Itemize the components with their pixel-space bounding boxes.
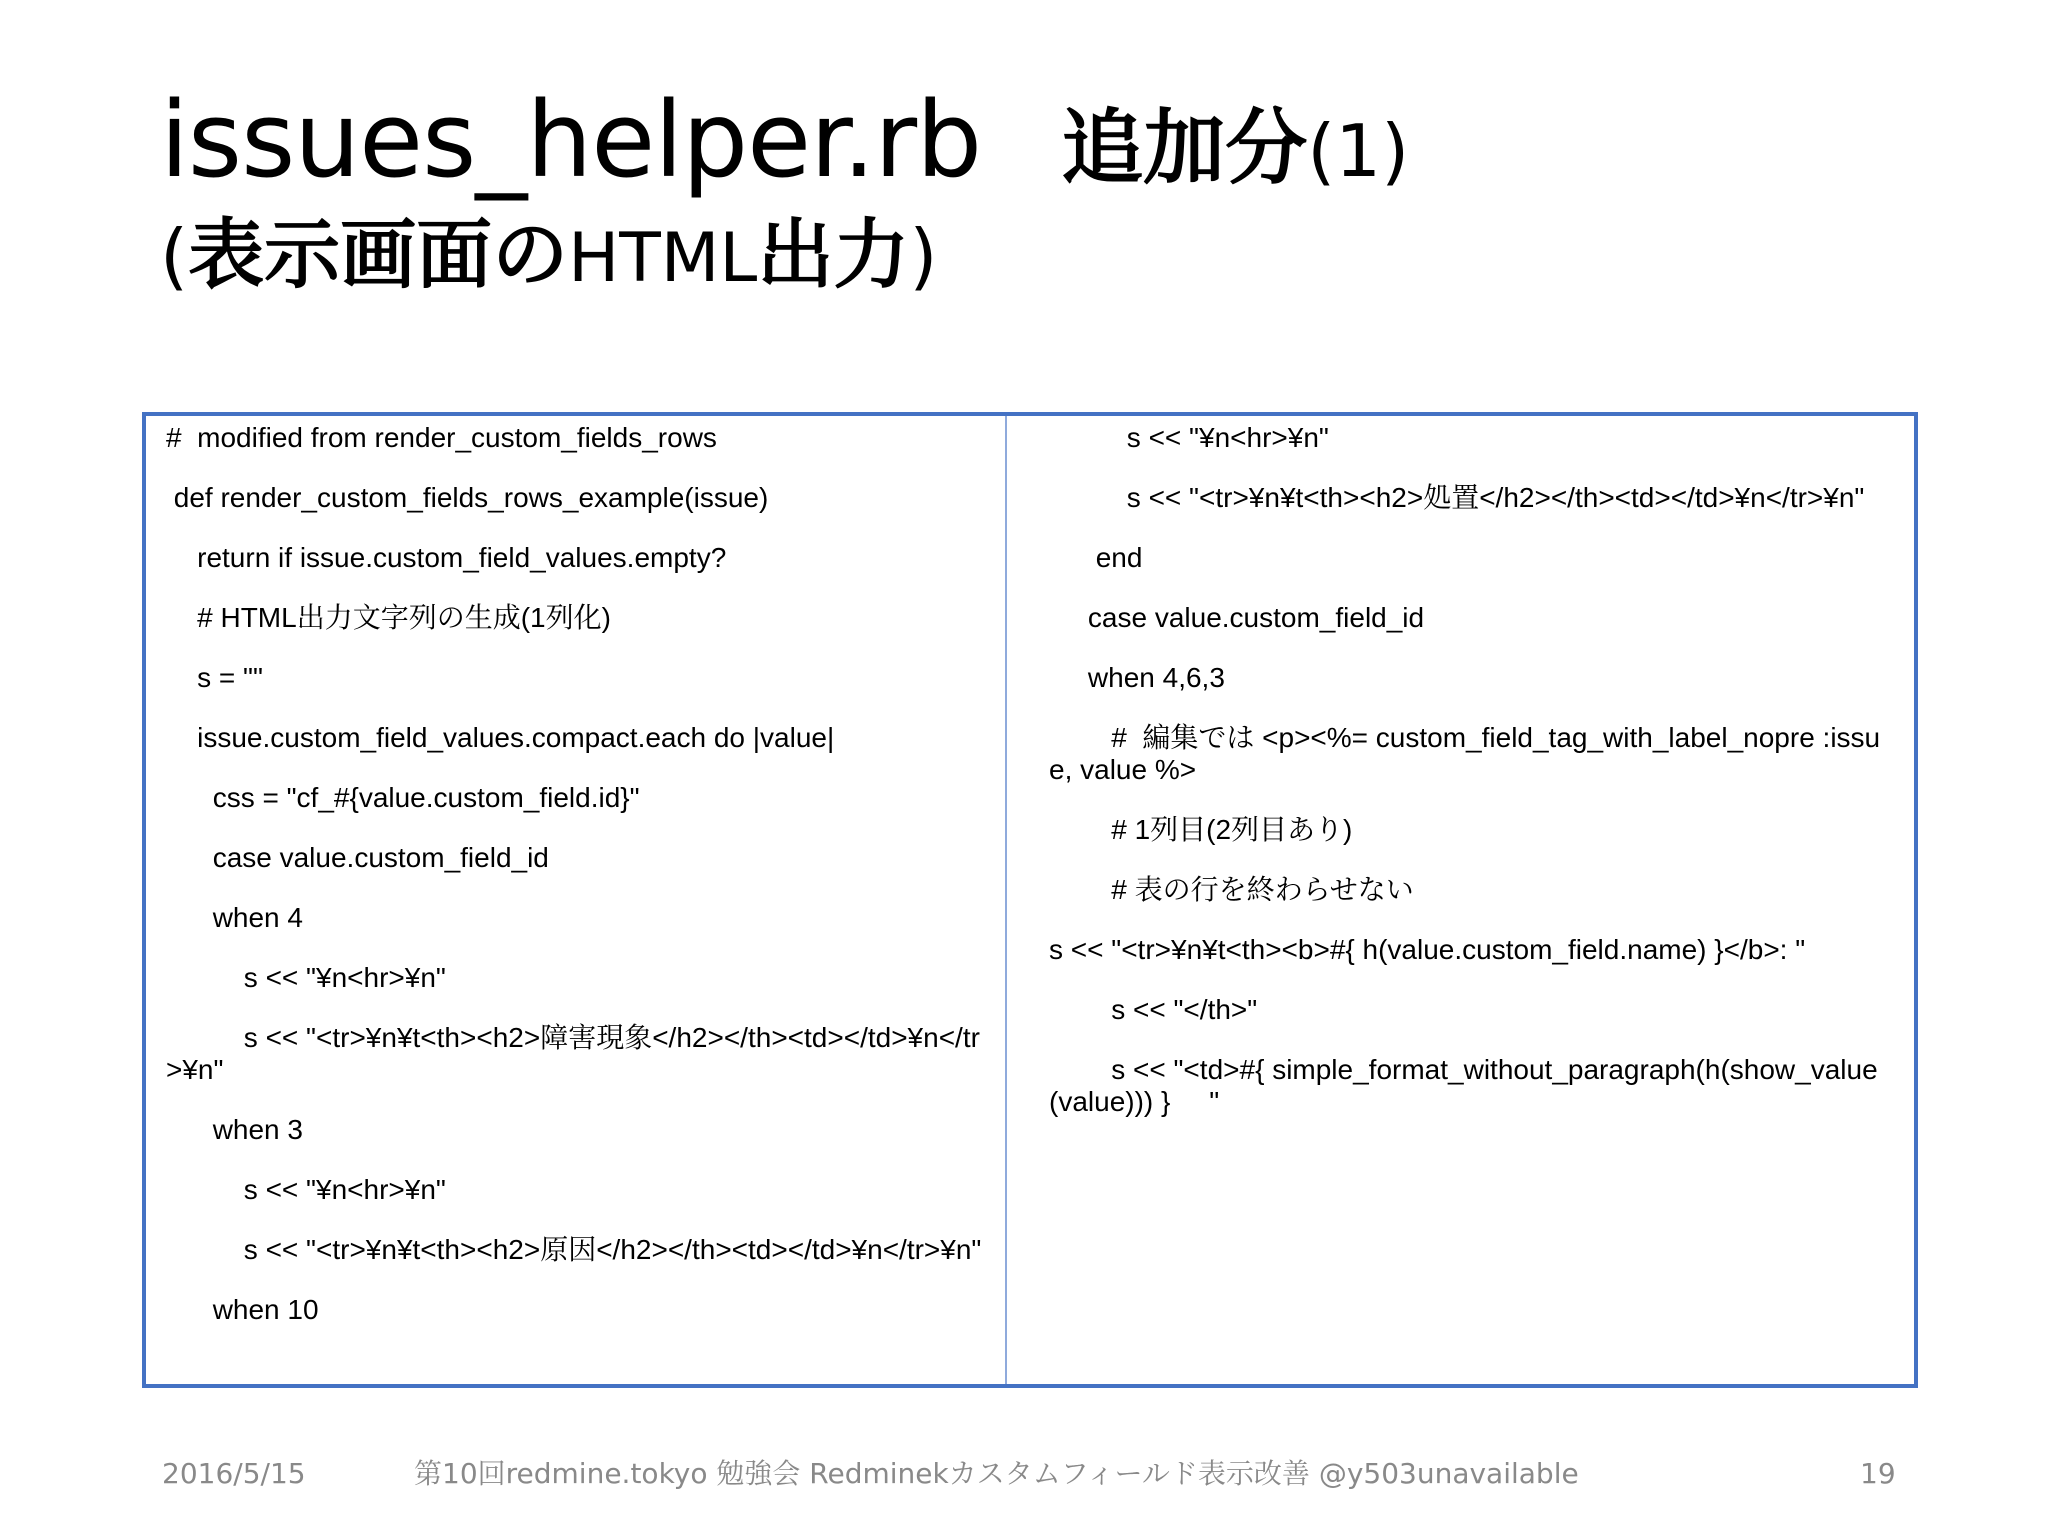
title-display-screen: 表示画面の bbox=[188, 210, 569, 299]
code-line: when 10 bbox=[166, 1294, 319, 1325]
code-line: issue.custom_field_values.compact.each do |value| bbox=[166, 722, 835, 753]
slide-title bbox=[160, 80, 1960, 308]
code-line: return if issue.custom_field_values.empty? bbox=[166, 542, 727, 573]
code-line: s = "" bbox=[166, 662, 263, 693]
code-line: when 4 bbox=[166, 902, 303, 933]
code-line: end bbox=[1049, 542, 1143, 573]
code-line: # 1列目(2列目あり) bbox=[1049, 814, 1353, 845]
code-column-right bbox=[1007, 416, 1914, 1384]
code-line: when 4,6,3 bbox=[1049, 662, 1225, 693]
code-line: s << "<tr>¥n¥t<th><h2>処置</h2></th><td></td>¥n</tr>¥n" bbox=[1049, 482, 1865, 513]
code-line: s << "</th>" bbox=[1049, 994, 1258, 1025]
title-html: HTML bbox=[568, 219, 758, 298]
title-close-paren: ) bbox=[909, 214, 938, 298]
code-line: s << "<tr>¥n¥t<th><h2>原因</h2></th><td></td>¥n</tr>¥n" bbox=[166, 1234, 982, 1265]
code-line: s << "¥n<hr>¥n" bbox=[1049, 422, 1329, 453]
title-output: 出力 bbox=[757, 210, 910, 299]
footer-date: 2016/5/15 bbox=[162, 1457, 306, 1490]
slide-number: 19 bbox=[1860, 1457, 1896, 1490]
title-open-paren: ( bbox=[160, 214, 189, 298]
code-line: case value.custom_field_id bbox=[166, 842, 549, 873]
title-part-number: (1) bbox=[1307, 109, 1410, 193]
code-line: # 表の行を終わらせない bbox=[1049, 874, 1414, 905]
code-line: # modified from render_custom_fields_rows bbox=[166, 422, 717, 453]
code-line: case value.custom_field_id bbox=[1049, 602, 1425, 633]
title-line-2 bbox=[160, 202, 1960, 308]
code-line: s << "¥n<hr>¥n" bbox=[166, 1174, 446, 1205]
title-filename: issues_helper.rb bbox=[160, 79, 982, 201]
code-line: when 3 bbox=[166, 1114, 303, 1145]
footer-event-info: 第10回redmine.tokyo 勉強会 Redminekカスタムフィールド表示改善 @y503unavailable bbox=[414, 1457, 1579, 1490]
code-line: s << "¥n<hr>¥n" bbox=[166, 962, 446, 993]
code-line: s << "<tr>¥n¥t<th><h2>障害現象</h2></th><td></td>¥n</tr>¥n" bbox=[166, 1022, 980, 1085]
code-column-left bbox=[146, 416, 1007, 1384]
code-listing-box bbox=[142, 412, 1918, 1388]
title-line-1 bbox=[160, 80, 1960, 200]
code-line: def render_custom_fields_rows_example(issue) bbox=[166, 482, 769, 513]
code-line: # 編集では <p><%= custom_field_tag_with_label_nopre :issue, value %> bbox=[1049, 722, 1881, 785]
code-line: s << "<td>#{ simple_format_without_paragraph(h(show_value(value))) } " bbox=[1049, 1054, 1878, 1117]
code-line: # HTML出力文字列の生成(1列化) bbox=[166, 602, 611, 633]
code-line: css = "cf_#{value.custom_field.id}" bbox=[166, 782, 640, 813]
code-line: s << "<tr>¥n¥t<th><b>#{ h(value.custom_field.name) }</b>: " bbox=[1049, 934, 1806, 965]
title-addition-label: 追加分 bbox=[1061, 101, 1308, 196]
